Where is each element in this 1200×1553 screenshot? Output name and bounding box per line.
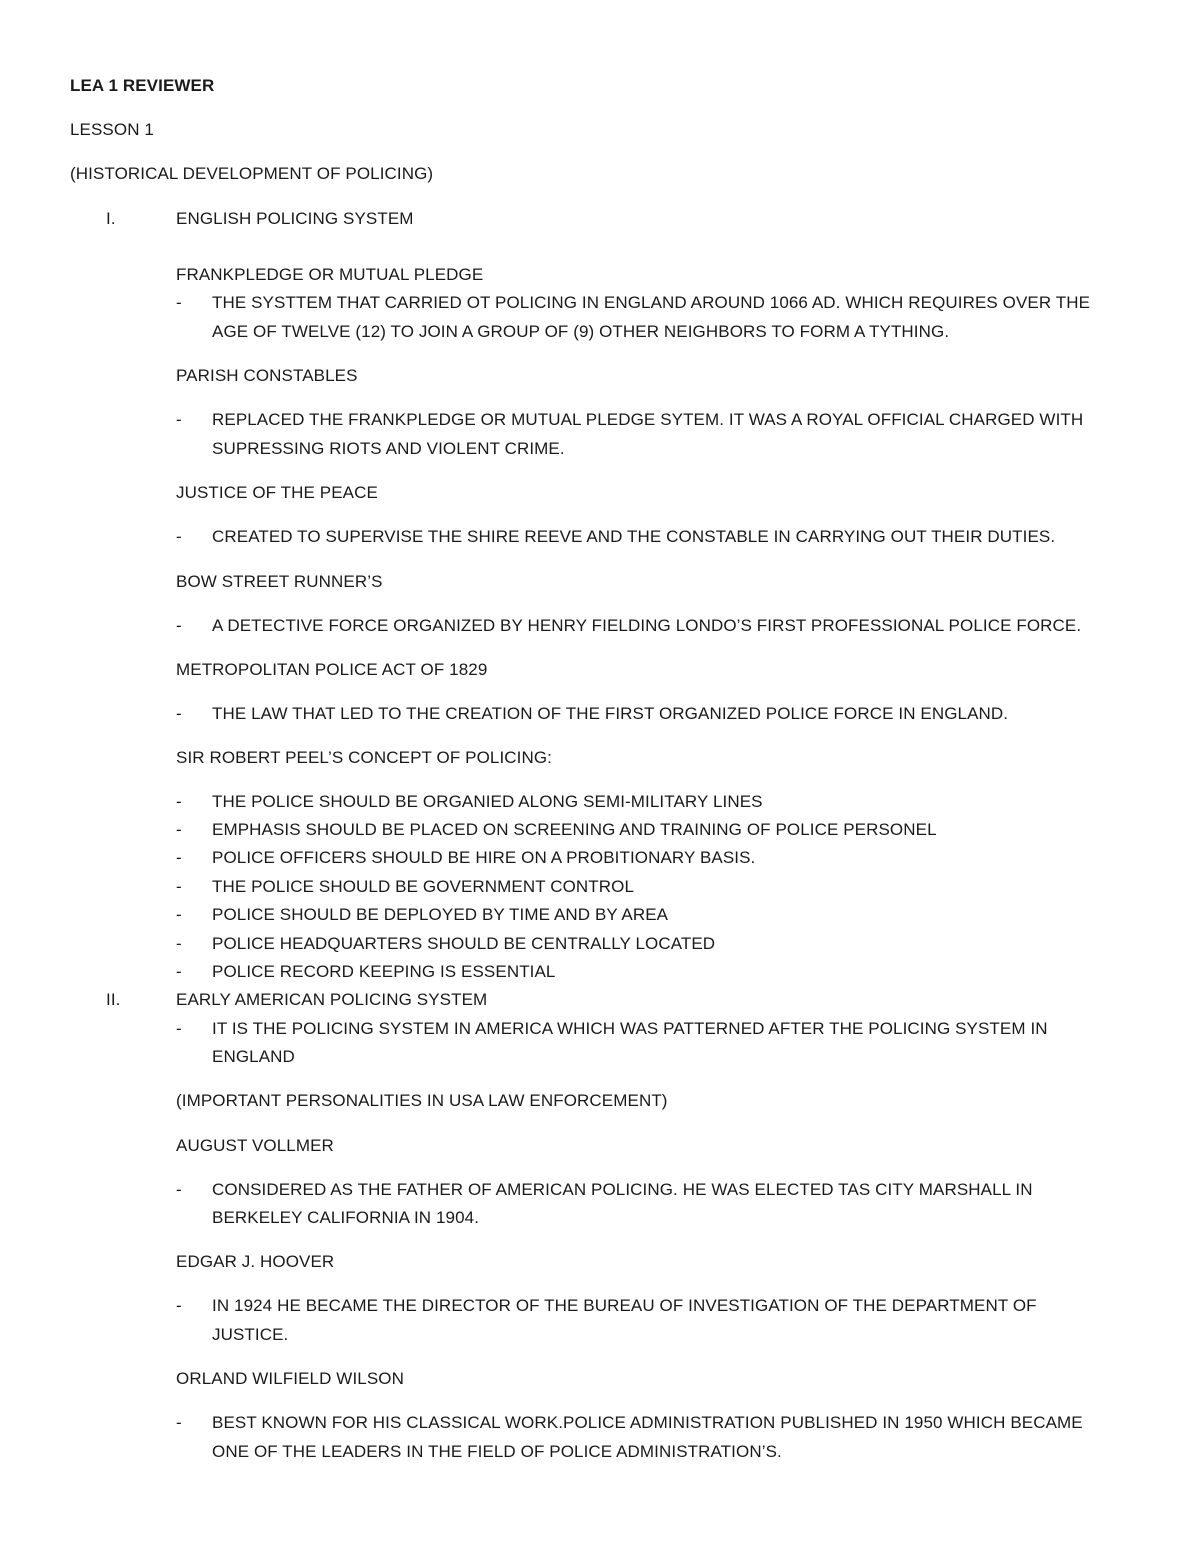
lesson-subtitle: (HISTORICAL DEVELOPMENT OF POLICING) [70, 164, 434, 183]
frankpledge-desc-line2: AGE OF TWELVE (12) TO JOIN A GROUP OF (9) OTHER NEIGHBORS TO FORM A TYTHING. [212, 322, 950, 341]
bullet-dash: - [176, 410, 182, 429]
wilson-desc-line1: BEST KNOWN FOR HIS CLASSICAL WORK.POLICE ADMINISTRATION PUBLISHED IN 1950 WHICH BECAME [212, 1413, 1083, 1432]
bow-desc-line1: A DETECTIVE FORCE ORGANIZED BY HENRY FIELDING LONDO’S FIRST PROFESSIONAL POLICE FORCE. [212, 616, 1082, 635]
section-1-numeral: I. [106, 209, 116, 228]
vollmer-desc-line2: BERKELEY CALIFORNIA IN 1904. [212, 1208, 480, 1227]
bullet-dash: - [176, 293, 182, 312]
bullet-dash: - [176, 820, 182, 839]
section-2-desc-line1: IT IS THE POLICING SYSTEM IN AMERICA WHICH WAS PATTERNED AFTER THE POLICING SYSTEM IN [212, 1019, 1048, 1038]
bullet-dash: - [176, 1413, 182, 1432]
term-metropolitan-police-act: METROPOLITAN POLICE ACT OF 1829 [176, 660, 488, 679]
justice-desc-line1: CREATED TO SUPERVISE THE SHIRE REEVE AND THE CONSTABLE IN CARRYING OUT THEIR DUTIES. [212, 527, 1056, 546]
section-2-numeral: II. [106, 990, 121, 1009]
wilson-desc-line2: ONE OF THE LEADERS IN THE FIELD OF POLICE ADMINISTRATION’S. [212, 1442, 782, 1461]
term-bow-street-runners: BOW STREET RUNNER’S [176, 572, 383, 591]
bullet-dash: - [176, 877, 182, 896]
term-justice-of-the-peace: JUSTICE OF THE PEACE [176, 483, 378, 502]
bullet-dash: - [176, 792, 182, 811]
bullet-dash: - [176, 527, 182, 546]
bullet-dash: - [176, 704, 182, 723]
peel-item: EMPHASIS SHOULD BE PLACED ON SCREENING AND TRAINING OF POLICE PERSONEL [212, 820, 937, 839]
peel-item: POLICE OFFICERS SHOULD BE HIRE ON A PROBITIONARY BASIS. [212, 848, 756, 867]
bullet-dash: - [176, 1019, 182, 1038]
peel-item: THE POLICE SHOULD BE ORGANIED ALONG SEMI-MILITARY LINES [212, 792, 763, 811]
lesson-label: LESSON 1 [70, 120, 154, 139]
bullet-dash: - [176, 934, 182, 953]
term-frankpledge: FRANKPLEDGE OR MUTUAL PLEDGE [176, 265, 484, 284]
peel-item: THE POLICE SHOULD BE GOVERNMENT CONTROL [212, 877, 635, 896]
parish-desc-line1: REPLACED THE FRANKPLEDGE OR MUTUAL PLEDGE SYTEM. IT WAS A ROYAL OFFICIAL CHARGED WITH [212, 410, 1084, 429]
bullet-dash: - [176, 905, 182, 924]
section-2-desc-line2: ENGLAND [212, 1047, 295, 1066]
term-edgar-hoover: EDGAR J. HOOVER [176, 1252, 335, 1271]
personalities-heading: (IMPORTANT PERSONALITIES IN USA LAW ENFORCEMENT) [176, 1091, 668, 1110]
bullet-dash: - [176, 962, 182, 981]
bullet-dash: - [176, 1296, 182, 1315]
term-parish-constables: PARISH CONSTABLES [176, 366, 358, 385]
section-1-heading: ENGLISH POLICING SYSTEM [176, 209, 414, 228]
vollmer-desc-line1: CONSIDERED AS THE FATHER OF AMERICAN POLICING. HE WAS ELECTED TAS CITY MARSHALL IN [212, 1180, 1033, 1199]
bullet-dash: - [176, 616, 182, 635]
parish-desc-line2: SUPRESSING RIOTS AND VIOLENT CRIME. [212, 439, 565, 458]
bullet-dash: - [176, 1180, 182, 1199]
section-2-heading: EARLY AMERICAN POLICING SYSTEM [176, 990, 488, 1009]
bullet-dash: - [176, 848, 182, 867]
hoover-desc-line1: IN 1924 HE BECAME THE DIRECTOR OF THE BUREAU OF INVESTIGATION OF THE DEPARTMENT OF [212, 1296, 1037, 1315]
metro-desc-line1: THE LAW THAT LED TO THE CREATION OF THE FIRST ORGANIZED POLICE FORCE IN ENGLAND. [212, 704, 1009, 723]
peel-item: POLICE HEADQUARTERS SHOULD BE CENTRALLY LOCATED [212, 934, 716, 953]
document-title: LEA 1 REVIEWER [70, 76, 215, 95]
frankpledge-desc-line1: THE SYSTTEM THAT CARRIED OT POLICING IN ENGLAND AROUND 1066 AD. WHICH REQUIRES OVER THE [212, 293, 1091, 312]
term-august-vollmer: AUGUST VOLLMER [176, 1136, 334, 1155]
peel-item: POLICE SHOULD BE DEPLOYED BY TIME AND BY AREA [212, 905, 669, 924]
hoover-desc-line2: JUSTICE. [212, 1325, 289, 1344]
peel-item: POLICE RECORD KEEPING IS ESSENTIAL [212, 962, 556, 981]
term-peel-concept: SIR ROBERT PEEL’S CONCEPT OF POLICING: [176, 748, 553, 767]
term-orland-wilson: ORLAND WILFIELD WILSON [176, 1369, 404, 1388]
